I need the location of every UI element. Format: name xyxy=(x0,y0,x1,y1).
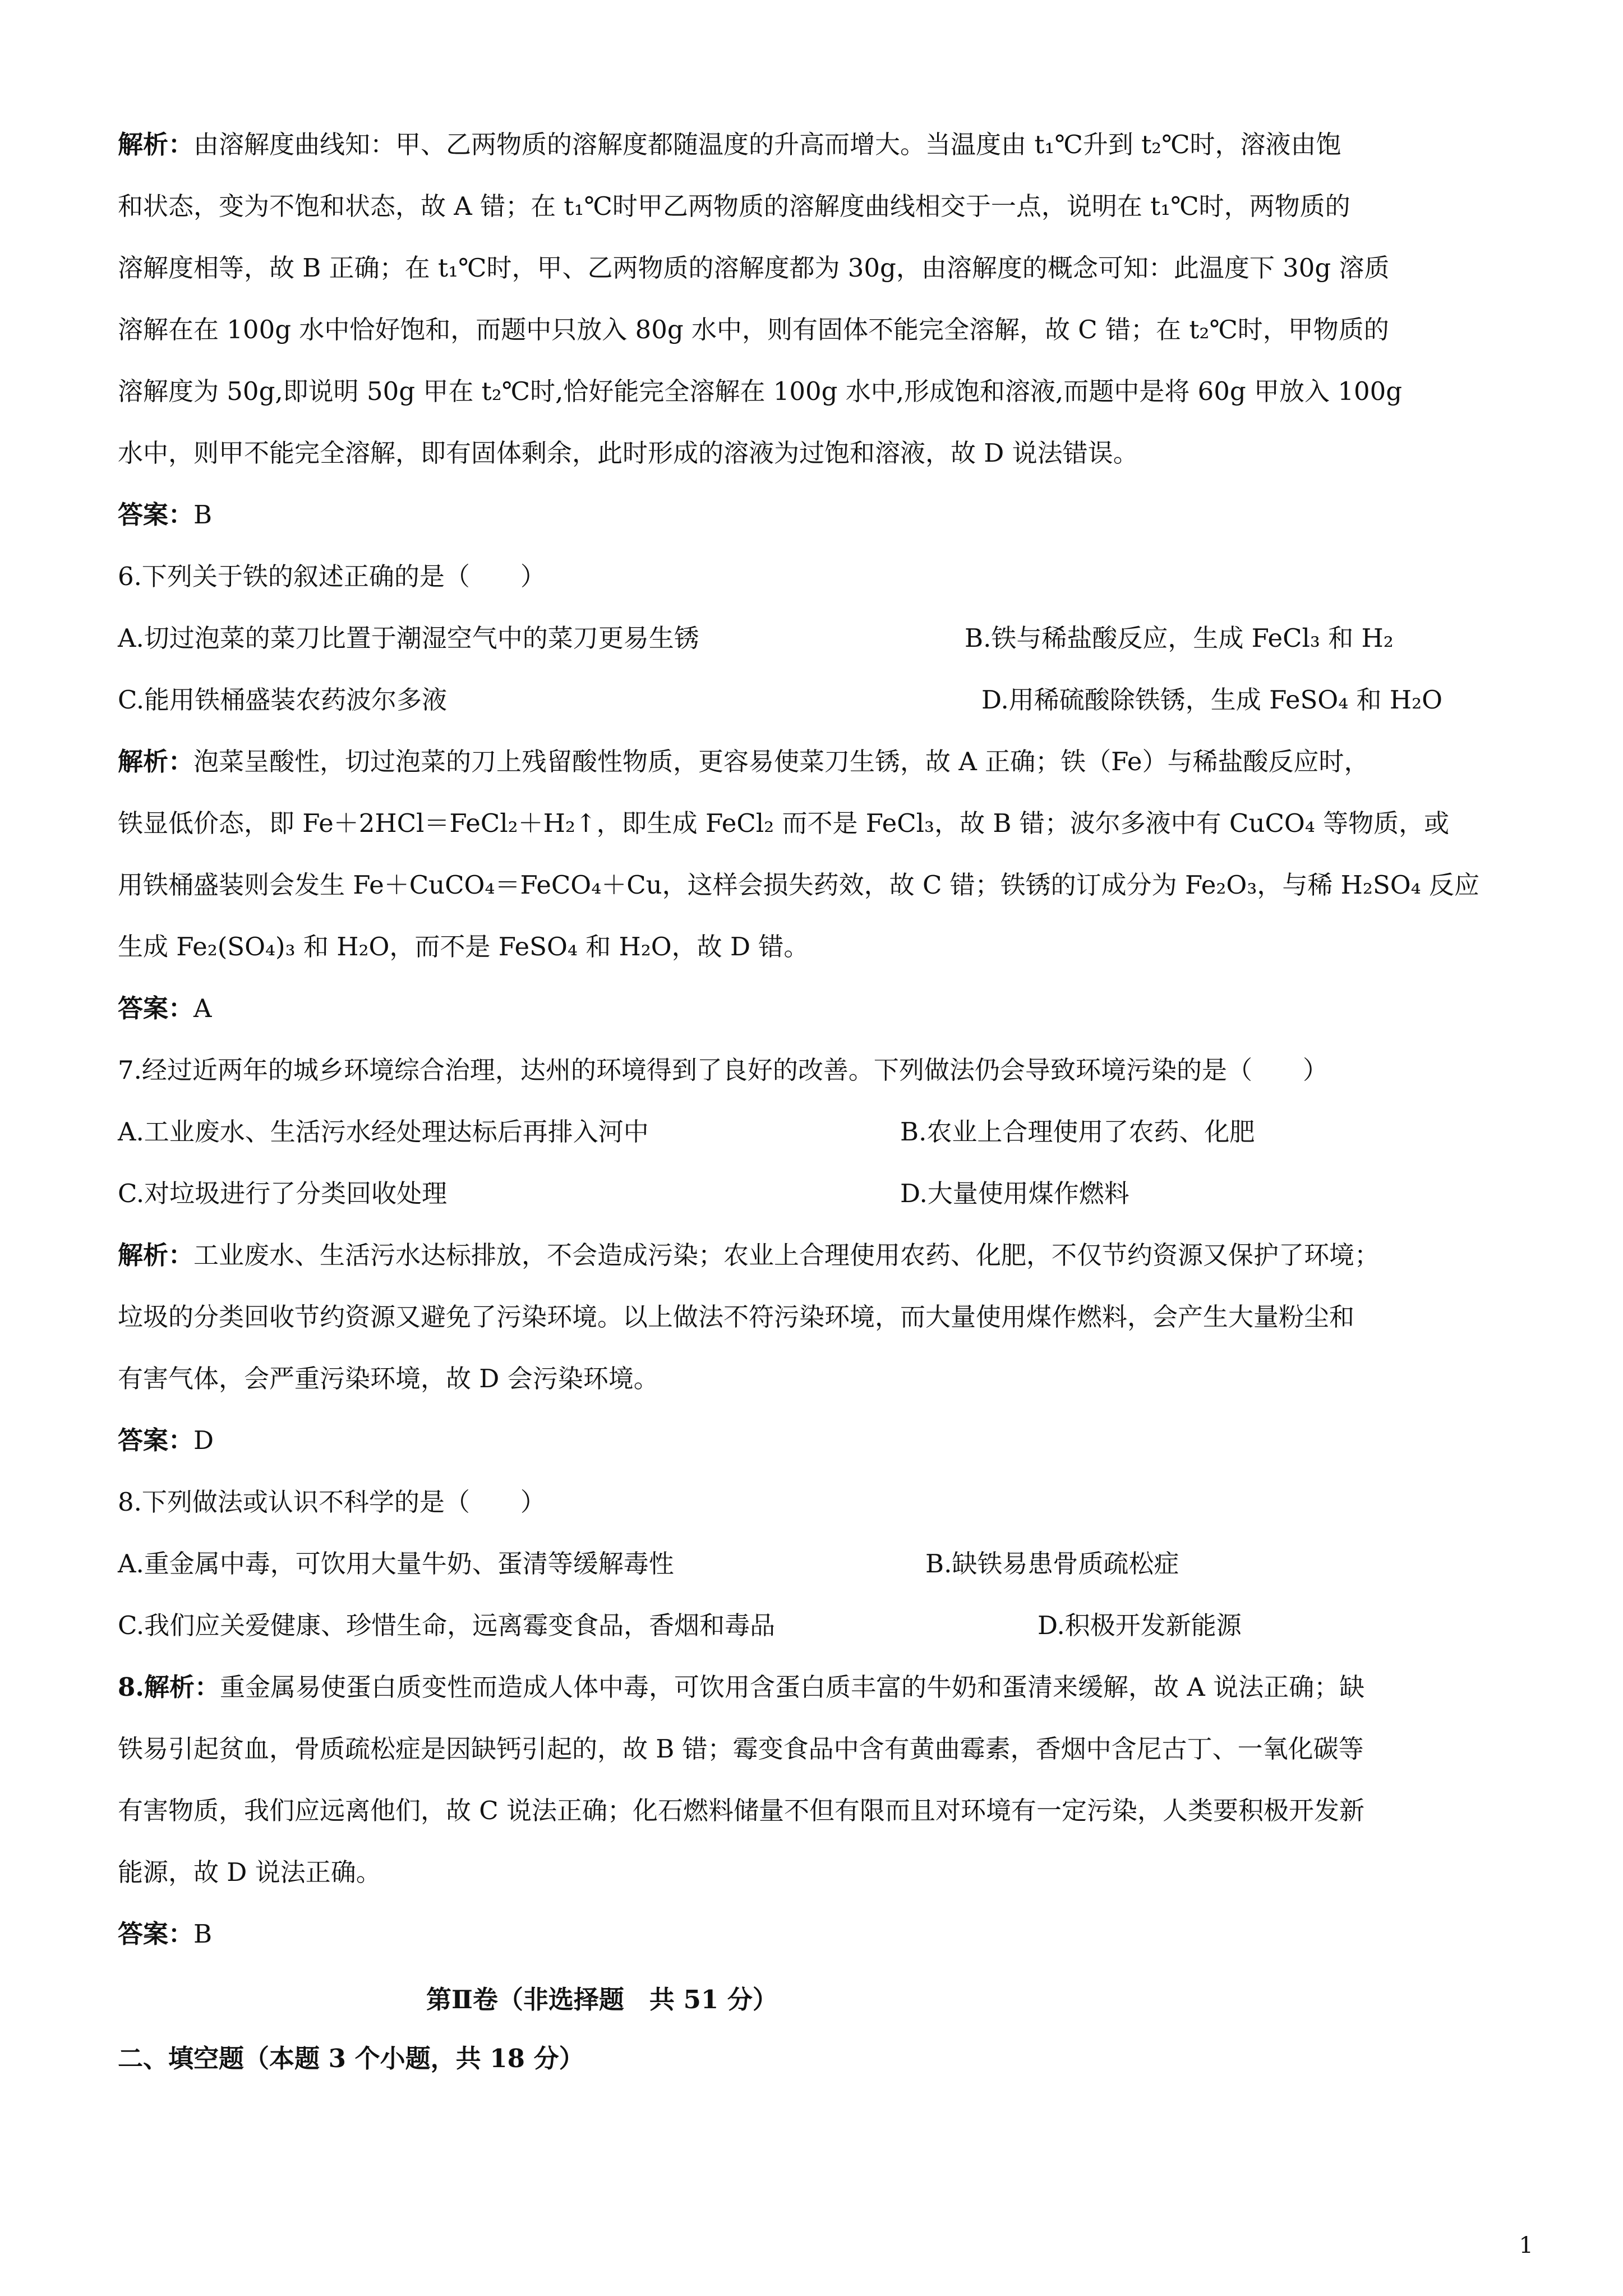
q8-options-cd xyxy=(118,1609,1531,1642)
q8-analysis-line-1: 8.解析：重金属易使蛋白质变性而造成人体中毒，可饮用含蛋白质丰富的牛奶和蛋清来缓解，故 A 说法正确；缺 xyxy=(118,1672,1365,1702)
q6-analysis-line-3: 用铁桶盛装则会发生 Fe＋CuCO₄＝FeCO₄＋Cu，这样会损失药效，故 C 错；铁锈的订成分为 Fe₂O₃，与稀 H₂SO₄ 反应 xyxy=(118,870,1480,900)
q7-option-d: D.大量使用煤作燃料 xyxy=(900,1179,1129,1208)
q7-stem: 7.经过近两年的城乡环境综合治理，达州的环境得到了良好的改善。下列做法仍会导致环境污染的是（ ） xyxy=(118,1055,1328,1085)
q7-option-b: B.农业上合理使用了农药、化肥 xyxy=(900,1117,1255,1147)
analysis-label: 8.解析： xyxy=(118,1672,220,1702)
q6-options-ab xyxy=(118,622,1531,655)
q6-stem: 6.下列关于铁的叙述正确的是（ ） xyxy=(118,562,546,591)
q7-options-ab xyxy=(118,1115,1531,1149)
answer-label: 答案： xyxy=(118,500,194,530)
section-title: 第Ⅱ卷（非选择题 共 51 分） xyxy=(426,1985,778,2014)
q8-analysis-line-3: 有害物质，我们应远离他们，故 C 说法正确；化石燃料储量不但有限而且对环境有一定污染，人类要积极开发新 xyxy=(118,1796,1365,1825)
q8-option-b: B.缺铁易患骨质疏松症 xyxy=(925,1549,1179,1579)
analysis-label: 解析： xyxy=(118,747,194,776)
q6-option-d: D.用稀硫酸除铁锈，生成 FeSO₄ 和 H₂O xyxy=(981,685,1443,715)
q8-option-d: D.积极开发新能源 xyxy=(1038,1611,1242,1640)
q6-answer: 答案：A xyxy=(118,993,212,1023)
q5-analysis-line-3: 溶解度相等，故 B 正确；在 t₁℃时，甲、乙两物质的溶解度都为 30g，由溶解度的概念可知：此温度下 30g 溶质 xyxy=(118,253,1390,283)
answer-label: 答案： xyxy=(118,993,194,1023)
part-title: 二、填空题（本题 3 个小题，共 18 分） xyxy=(118,2044,584,2073)
q6-option-b: B.铁与稀盐酸反应，生成 FeCl₃ 和 H₂ xyxy=(965,623,1394,653)
q7-analysis-line-1: 解析：工业废水、生活污水达标排放，不会造成污染；农业上合理使用农药、化肥，不仅节约资源又保护了环境； xyxy=(118,1240,1380,1270)
q7-analysis-line-2: 垃圾的分类回收节约资源又避免了污染环境。以上做法不符污染环境，而大量使用煤作燃料，会产生大量粉尘和 xyxy=(118,1302,1355,1332)
q6-analysis-line-1: 解析：泡菜呈酸性，切过泡菜的刀上残留酸性物质，更容易使菜刀生锈，故 A 正确；铁（Fe）与稀盐酸反应时， xyxy=(118,747,1370,776)
q7-options-cd xyxy=(118,1177,1531,1211)
q8-option-a: A.重金属中毒，可饮用大量牛奶、蛋清等缓解毒性 xyxy=(118,1549,674,1579)
q6-option-a: A.切过泡菜的菜刀比置于潮湿空气中的菜刀更易生锈 xyxy=(118,623,699,653)
q7-answer: 答案：D xyxy=(118,1425,214,1455)
answer-label: 答案： xyxy=(118,1919,194,1949)
analysis-label: 解析： xyxy=(118,130,194,159)
q8-analysis-line-4: 能源，故 D 说法正确。 xyxy=(118,1857,381,1887)
analysis-label: 解析： xyxy=(118,1240,194,1270)
q6-analysis-line-2: 铁显低价态，即 Fe＋2HCl＝FeCl₂＋H₂↑，即生成 FeCl₂ 而不是 FeCl₃，故 B 错；波尔多液中有 CuCO₄ 等物质，或 xyxy=(118,808,1450,838)
q7-option-a: A.工业废水、生活污水经处理达标后再排入河中 xyxy=(118,1117,649,1147)
q7-option-c: C.对垃圾进行了分类回收处理 xyxy=(118,1179,448,1208)
q5-analysis-line-4: 溶解在在 100g 水中恰好饱和，而题中只放入 80g 水中，则有固体不能完全溶解，故 C 错；在 t₂℃时，甲物质的 xyxy=(118,315,1389,344)
page-number: 1 xyxy=(1519,2233,1533,2258)
answer-label: 答案： xyxy=(118,1425,194,1455)
q5-analysis-line-1: 解析：由溶解度曲线知：甲、乙两物质的溶解度都随温度的升高而增大。当温度由 t₁℃升到 t₂℃时，溶液由饱 xyxy=(118,130,1341,159)
q7-analysis-line-3: 有害气体，会严重污染环境，故 D 会污染环境。 xyxy=(118,1364,659,1393)
q8-answer: 答案：B xyxy=(118,1919,213,1949)
q5-analysis-line-5: 溶解度为 50g,即说明 50g 甲在 t₂℃时,恰好能完全溶解在 100g 水中,形成饱和溶液,而题中是将 60g 甲放入 100g xyxy=(118,376,1403,406)
q6-analysis-line-4: 生成 Fe₂(SO₄)₃ 和 H₂O，而不是 FeSO₄ 和 H₂O，故 D 错。 xyxy=(118,932,809,961)
q8-analysis-line-2: 铁易引起贫血，骨质疏松症是因缺钙引起的，故 B 错；霉变食品中含有黄曲霉素，香烟中含尼古丁、一氧化碳等 xyxy=(118,1734,1364,1764)
q5-answer: 答案：B xyxy=(118,500,213,530)
q5-analysis-line-6: 水中，则甲不能完全溶解，即有固体剩余，此时形成的溶液为过饱和溶液，故 D 说法错误。 xyxy=(118,438,1138,468)
q6-options-cd xyxy=(118,683,1531,717)
q8-stem: 8.下列做法或认识不科学的是（ ） xyxy=(118,1487,546,1517)
q6-option-c: C.能用铁桶盛装农药波尔多液 xyxy=(118,685,448,715)
q8-option-c: C.我们应关爱健康、珍惜生命，远离霉变食品，香烟和毒品 xyxy=(118,1611,776,1640)
q5-analysis-line-2: 和状态，变为不饱和状态，故 A 错；在 t₁℃时甲乙两物质的溶解度曲线相交于一点，说明在 t₁℃时，两物质的 xyxy=(118,191,1350,221)
q8-options-ab xyxy=(118,1547,1531,1581)
